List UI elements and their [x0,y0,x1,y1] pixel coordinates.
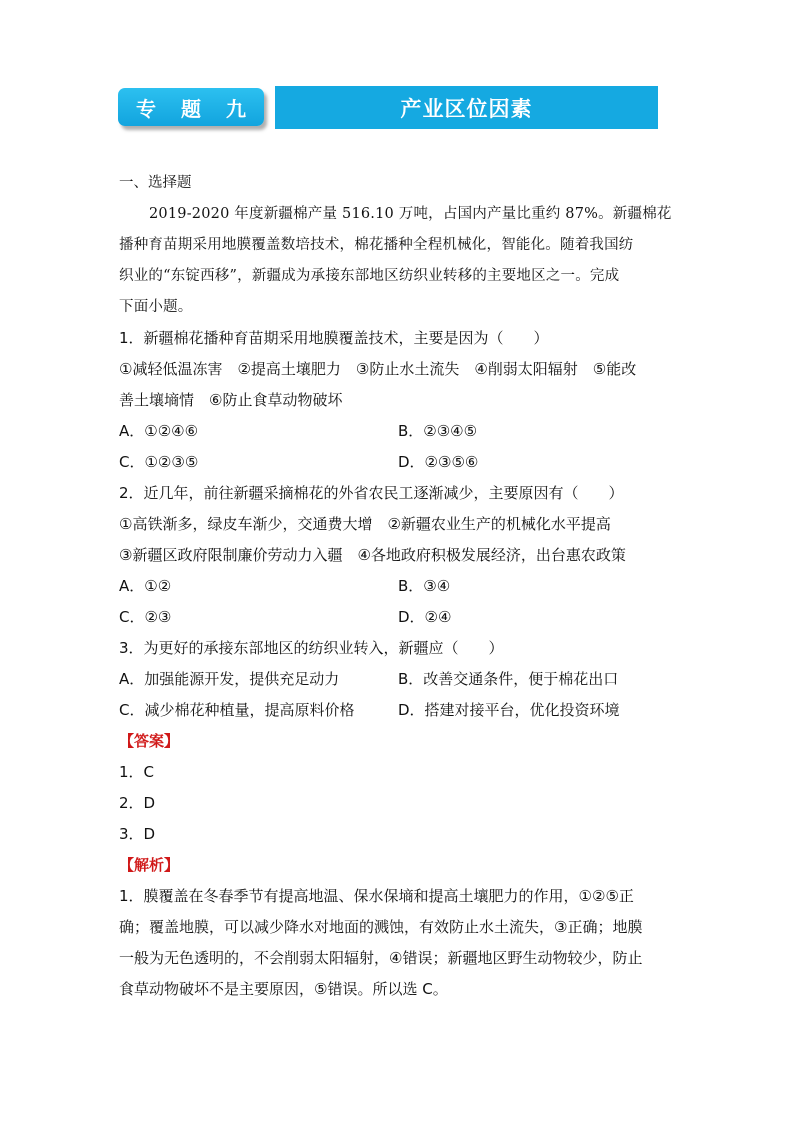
analysis-line: 食草动物破坏不是主要原因，⑤错误。所以选 C。 [119,980,448,998]
document-body [119,168,677,1005]
passage-line: 织业的“东锭西移”，新疆成为承接东部地区纺织业转移的主要地区之一。完成 [119,268,620,284]
question-2-options-row [119,602,677,633]
option-d: D．②③⑤⑥ [398,453,479,471]
analysis-line: 确；覆盖地膜，可以减少降水对地面的溅蚀，有效防止水土流失，③正确；地膜 [119,918,643,936]
question-1-items: ①减轻低温冻害 ②提高土壤肥力 ③防止水土流失 ④削弱太阳辐射 ⑤能改 [119,360,637,378]
option-b: B．②③④⑤ [398,422,478,440]
answer-label: 【答案】 [119,732,180,750]
option-b: B．改善交通条件，便于棉花出口 [398,670,619,688]
option-c: C．减少棉花种植量，提高原料价格 [119,701,355,719]
question-3-options-row [119,695,677,726]
question-1-stem: 1．新疆棉花播种育苗期采用地膜覆盖技术，主要是因为（ ） [119,329,549,347]
passage-line: 下面小题。 [119,299,193,315]
passage-line: 2019-2020 年度新疆棉产量 516.10 万吨，占国内产量比重约 87%。新疆棉花 [149,206,672,222]
analysis-label: 【解析】 [119,856,180,874]
option-a: A．①②④⑥ [119,422,199,440]
passage-line: 播种育苗期采用地膜覆盖数培技术，棉花播种全程机械化，智能化。随着我国纺 [119,237,634,253]
analysis-line: 一般为无色透明的，不会削弱太阳辐射，④错误；新疆地区野生动物较少，防止 [119,949,643,967]
question-3-options-row [119,664,677,695]
question-1-options-row [119,447,677,478]
question-2-items: ①高铁渐多，绿皮车渐少，交通费大增 ②新疆农业生产的机械化水平提高 [119,515,611,533]
analysis-line: 1．膜覆盖在冬春季节有提高地温、保水保墒和提高土壤肥力的作用，①②⑤正 [119,887,634,905]
option-d: D．搭建对接平台，优化投资环境 [398,701,620,719]
section-heading: 一、选择题 [119,175,192,191]
option-a: A．①② [119,577,172,595]
question-1-items: 善土壤墒情 ⑥防止食草动物破坏 [119,391,343,409]
answer-item: 1．C [119,763,155,781]
question-2-items: ③新疆区政府限制廉价劳动力入疆 ④各地政府积极发展经济，出台惠农政策 [119,546,626,564]
option-c: C．①②③⑤ [119,453,199,471]
answer-item: 3．D [119,825,156,843]
option-c: C．②③ [119,608,172,626]
question-2-stem: 2．近几年，前往新疆采摘棉花的外省农民工逐渐减少，主要原因有（ ） [119,484,624,502]
option-a: A．加强能源开发，提供充足动力 [119,670,340,688]
answer-item: 2．D [119,794,156,812]
page-header [118,86,658,132]
topic-title-banner: 产业区位因素 [275,86,658,129]
question-2-options-row [119,571,677,602]
question-3-stem: 3．为更好的承接东部地区的纺织业转入，新疆应（ ） [119,639,504,657]
option-b: B．③④ [398,577,451,595]
topic-number-tag: 专 题 九 [118,88,264,126]
question-1-options-row [119,416,677,447]
option-d: D．②④ [398,608,452,626]
